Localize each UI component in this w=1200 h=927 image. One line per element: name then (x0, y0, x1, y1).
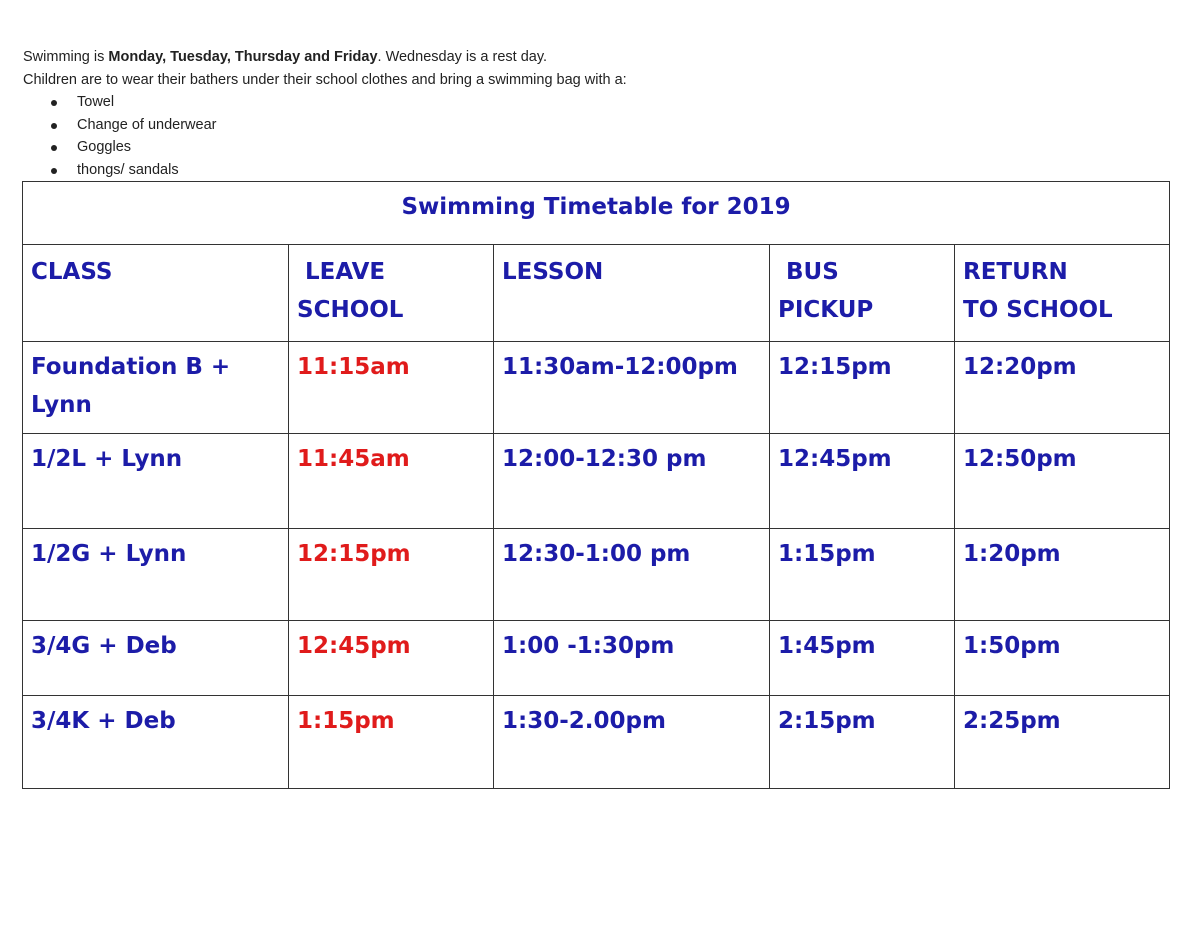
table-row (23, 342, 1170, 434)
header-class (23, 245, 289, 342)
list-item (23, 136, 627, 159)
header-return-to-school (955, 245, 1170, 342)
table-row (23, 621, 1170, 696)
header-leave-label-2: SCHOOL (297, 297, 404, 323)
cell-class (23, 342, 289, 434)
cell-class-line-2: Lynn (31, 392, 92, 418)
header-return-label-2: TO SCHOOL (963, 297, 1113, 323)
list-item (23, 114, 627, 137)
header-return-label-1: RETURN (963, 259, 1068, 285)
cell-bus: 1:15pm (770, 529, 955, 621)
table-title: Swimming Timetable for 2019 (23, 182, 1170, 245)
table-row (23, 434, 1170, 529)
cell-return: 2:25pm (955, 696, 1170, 789)
cell-bus: 12:15pm (770, 342, 955, 434)
intro-line-2: Children are to wear their bathers under their school clothes and bring a swimming bag with a: (23, 71, 627, 88)
cell-class: 3/4G + Deb (23, 621, 289, 696)
cell-bus: 2:15pm (770, 696, 955, 789)
cell-lesson: 11:30am-12:00pm (494, 342, 770, 434)
cell-class-line-1: Foundation B + (31, 354, 231, 380)
cell-lesson: 12:30-1:00 pm (494, 529, 770, 621)
intro-line-1-days: Monday, Tuesday, Thursday and Friday (108, 49, 378, 65)
list-item (23, 159, 627, 182)
intro-line-1 (23, 46, 627, 69)
cell-class: 1/2L + Lynn (23, 434, 289, 529)
list-item-label: Goggles (77, 139, 132, 155)
table-row (23, 696, 1170, 789)
table-row (23, 529, 1170, 621)
list-item (23, 91, 627, 114)
table-header-row (23, 245, 1170, 342)
header-bus-label-2: PICKUP (778, 297, 874, 323)
cell-lesson: 1:30-2.00pm (494, 696, 770, 789)
cell-return: 12:50pm (955, 434, 1170, 529)
cell-bus: 12:45pm (770, 434, 955, 529)
header-lesson (494, 245, 770, 342)
bullet-icon (51, 168, 57, 174)
header-leave-school (289, 245, 494, 342)
cell-leave: 11:45am (289, 434, 494, 529)
intro-line-1-prefix: Swimming is (23, 49, 109, 65)
cell-class: 3/4K + Deb (23, 696, 289, 789)
bullet-icon (51, 145, 57, 151)
cell-bus: 1:45pm (770, 621, 955, 696)
cell-lesson: 12:00-12:30 pm (494, 434, 770, 529)
bullet-icon (51, 123, 57, 129)
table-title-row (23, 182, 1170, 245)
cell-class: 1/2G + Lynn (23, 529, 289, 621)
intro-line-1-suffix: . Wednesday is a rest day. (377, 49, 548, 65)
cell-return: 1:50pm (955, 621, 1170, 696)
cell-leave: 12:15pm (289, 529, 494, 621)
cell-lesson: 1:00 -1:30pm (494, 621, 770, 696)
bag-items-list (23, 91, 627, 181)
list-item-label: Change of underwear (77, 116, 217, 133)
header-class-label: CLASS (31, 259, 113, 285)
header-bus-pickup (770, 245, 955, 342)
header-lesson-label: LESSON (502, 259, 604, 285)
swimming-timetable (22, 181, 1170, 789)
cell-leave: 1:15pm (289, 696, 494, 789)
bullet-icon (51, 100, 57, 106)
header-leave-label-1: LEAVE (297, 259, 386, 285)
header-bus-label-1: BUS (778, 259, 839, 285)
cell-leave: 11:15am (289, 342, 494, 434)
intro-text (23, 46, 627, 181)
list-item-label: Towel (77, 94, 115, 110)
cell-return: 12:20pm (955, 342, 1170, 434)
list-item-label: thongs/ sandals (77, 161, 179, 178)
cell-leave: 12:45pm (289, 621, 494, 696)
cell-return: 1:20pm (955, 529, 1170, 621)
